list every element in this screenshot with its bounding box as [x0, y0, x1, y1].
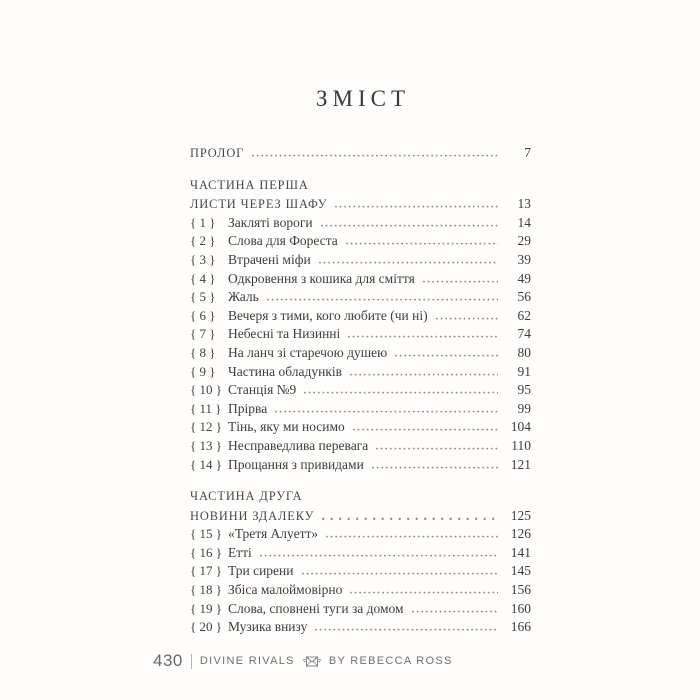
- chapter-number: { 18 }: [190, 582, 222, 598]
- toc-part-row: [190, 178, 531, 197]
- chapter-number: { 14 }: [190, 456, 222, 472]
- toc-chapter-row: [190, 419, 531, 438]
- chapter-page-number: 91: [517, 363, 531, 379]
- footer-page-number: 430: [153, 651, 183, 670]
- dot-leader: [315, 627, 498, 631]
- toc-chapter-row: [190, 308, 531, 327]
- section-page-number: 125: [510, 507, 531, 523]
- chapter-number: { 7 }: [190, 326, 216, 342]
- chapter-number: { 20 }: [190, 619, 222, 635]
- toc-chapter-row: [190, 545, 531, 564]
- chapter-page-number: 80: [517, 344, 531, 360]
- chapter-page-number: 121: [510, 456, 531, 472]
- chapter-number: { 11 }: [190, 400, 222, 416]
- chapter-page-number: 141: [510, 544, 531, 560]
- dot-leader: [319, 260, 498, 264]
- toc-chapter-row: [190, 364, 531, 383]
- chapter-title: Несправедлива перевага: [228, 437, 369, 453]
- dot-leader: [376, 446, 498, 450]
- toc-chapter-row: [190, 601, 531, 620]
- chapter-page-number: 156: [510, 582, 531, 598]
- dot-leader: [412, 609, 498, 613]
- chapter-number: { 13 }: [190, 437, 222, 453]
- dot-leader: [346, 241, 498, 245]
- chapter-page-number: 29: [517, 233, 531, 249]
- chapter-title: Частина обладунків: [228, 363, 343, 379]
- toc-chapter-row: [190, 438, 531, 457]
- chapter-title: Закляті вороги: [228, 214, 313, 230]
- dot-leader: [423, 279, 498, 283]
- dot-leader: [348, 334, 498, 338]
- toc-chapter-row: [190, 215, 531, 234]
- chapter-number: { 15 }: [190, 526, 222, 542]
- chapter-page-number: 14: [517, 214, 531, 230]
- chapter-page-number: 95: [517, 382, 531, 398]
- toc-chapter-row: [190, 326, 531, 345]
- dot-leader: [350, 590, 498, 594]
- chapter-number: { 10 }: [190, 382, 222, 398]
- chapter-page-number: 99: [517, 400, 531, 416]
- chapter-number: { 2 }: [190, 233, 216, 249]
- chapter-number: { 19 }: [190, 600, 222, 616]
- chapter-number: { 9 }: [190, 363, 216, 379]
- chapter-page-number: 56: [517, 289, 531, 305]
- dot-leader: [395, 353, 498, 357]
- part-title: ЧАСТИНА ПЕРША: [190, 177, 309, 192]
- chapter-title: Збіса малоймовірно: [228, 582, 343, 598]
- chapter-title: Етті: [228, 544, 252, 560]
- chapter-title: Втрачені міфи: [228, 251, 311, 267]
- chapter-title: Прощання з привидами: [228, 456, 364, 472]
- page-footer: [153, 651, 453, 671]
- toc-chapter-row: [190, 401, 531, 420]
- chapter-page-number: 110: [511, 437, 531, 453]
- section-page-number: 7: [524, 145, 531, 160]
- toc-chapter-row: [190, 271, 531, 290]
- section-title: ПРОЛОГ: [190, 146, 245, 160]
- table-of-contents: [190, 86, 531, 638]
- footer-author: BY REBECCA ROSS: [328, 655, 453, 667]
- chapter-page-number: 104: [510, 419, 531, 435]
- chapter-page-number: 62: [517, 307, 531, 323]
- chapter-number: { 17 }: [190, 563, 222, 579]
- toc-chapter-row: [190, 233, 531, 252]
- chapter-title: Музика внизу: [228, 619, 308, 635]
- chapter-page-number: 39: [517, 251, 531, 267]
- chapter-number: { 12 }: [190, 419, 222, 435]
- toc-chapter-row: [190, 563, 531, 582]
- chapter-page-number: 166: [510, 619, 531, 635]
- chapter-title: Вечеря з тими, кого любите (чи ні): [228, 307, 428, 323]
- winged-envelope-icon: [302, 655, 322, 668]
- dot-leader: [353, 427, 498, 431]
- dot-leader: [326, 534, 498, 538]
- toc-part-row: [190, 489, 531, 508]
- chapter-title: «Третя Алуетт»: [228, 526, 319, 542]
- toc-section-row: [190, 196, 531, 215]
- chapter-page-number: 49: [517, 270, 531, 286]
- chapter-title: Жаль: [228, 289, 259, 305]
- chapter-number: { 5 }: [190, 289, 216, 305]
- chapter-page-number: 160: [510, 600, 531, 616]
- chapter-title: Станція №9: [228, 382, 297, 398]
- footer-book-title: DIVINE RIVALS: [199, 655, 295, 667]
- chapter-page-number: 74: [517, 326, 531, 342]
- part-title: ЧАСТИНА ДРУГА: [190, 489, 303, 504]
- section-page-number: 13: [517, 196, 531, 212]
- toc-chapter-row: [190, 457, 531, 476]
- page-title: ЗМІСТ: [315, 86, 411, 111]
- toc-chapter-row: [190, 252, 531, 271]
- chapter-number: { 16 }: [190, 544, 222, 560]
- chapter-title: Слова, сповнені туги за домом: [228, 600, 404, 616]
- chapter-number: { 1 }: [190, 214, 216, 230]
- toc-chapter-row: [190, 619, 531, 638]
- toc-chapter-row: [190, 345, 531, 364]
- chapter-title: Тінь, яку ми носимо: [228, 419, 345, 435]
- chapter-title: На ланч зі старечою душею: [228, 344, 388, 360]
- chapter-number: { 6 }: [190, 307, 216, 323]
- chapter-page-number: 145: [510, 563, 531, 579]
- section-title: ЛИСТИ ЧЕРЕЗ ШАФУ: [190, 197, 328, 212]
- section-title: НОВИНИ ЗДАЛЕКУ: [190, 508, 315, 523]
- dot-leader: [275, 409, 498, 413]
- dot-leader: [372, 465, 498, 469]
- toc-section-row: [190, 508, 531, 527]
- dot-leader: [436, 316, 498, 320]
- dot-leader: [304, 390, 498, 394]
- chapter-title: Слова для Фореста: [228, 233, 338, 249]
- chapter-number: { 4 }: [190, 270, 216, 286]
- toc-rows: [190, 145, 531, 638]
- toc-chapter-row: [190, 526, 531, 545]
- chapter-title: Одкровення з кошика для сміття: [228, 270, 415, 286]
- chapter-title: Небесні та Низинні: [228, 326, 341, 342]
- chapter-title: Прірва: [228, 400, 268, 416]
- dot-leader: [321, 223, 498, 227]
- footer-divider: [191, 654, 192, 669]
- dot-leader: [350, 372, 498, 376]
- chapter-title: Три сирени: [228, 563, 294, 579]
- dot-leader: [335, 204, 498, 208]
- dot-leader: [267, 297, 498, 301]
- toc-chapter-row: [190, 382, 531, 401]
- chapter-number: { 3 }: [190, 251, 216, 267]
- chapter-number: { 8 }: [190, 344, 216, 360]
- toc-chapter-row: [190, 289, 531, 308]
- dot-leader: [252, 153, 498, 157]
- toc-section-row: [190, 145, 531, 164]
- chapter-page-number: 126: [510, 526, 531, 542]
- toc-chapter-row: [190, 582, 531, 601]
- dot-leader: [302, 571, 499, 575]
- dot-leader: [322, 516, 498, 520]
- dot-leader: [260, 553, 498, 557]
